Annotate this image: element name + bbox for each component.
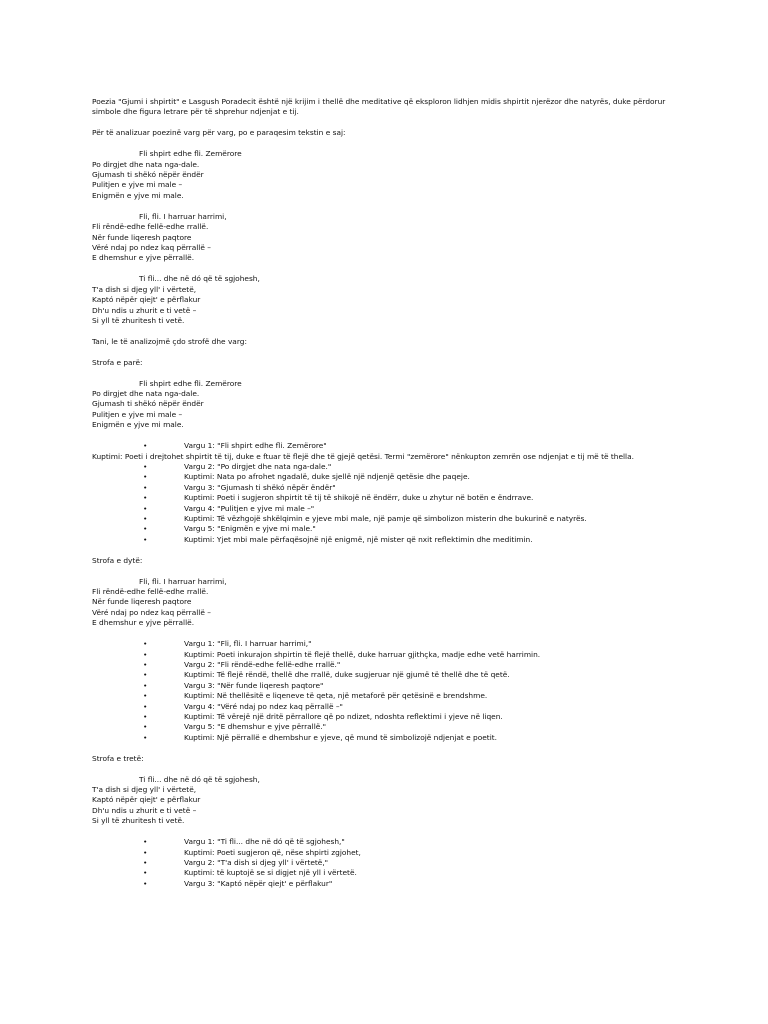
poem-line: Ti fli... dhe në dó që të sgjohesh, <box>139 774 260 784</box>
verse-analysis-text: Kuptimi: të kuptojë se si digjet një yll i vërtetë. <box>184 868 357 878</box>
poem-line: Kaptó nëpër qiejt' e përflakur <box>92 295 201 305</box>
section-title: Strofa e tretë: <box>92 753 144 763</box>
verse-analysis-text: Kuptimi: Nata po afrohet ngadalë, duke sjellë një ndjenjë qetësie dhe paqeje. <box>184 472 470 482</box>
poem-stanza <box>92 274 692 326</box>
verse-analysis-item <box>92 650 692 660</box>
poem-line: Gjumash ti shëkó nëpër ëndër <box>92 170 204 180</box>
poem-line: Fli, fli. I harruar harrimi, <box>139 576 227 586</box>
intro-paragraph: Poezia "Gjumi i shpirtit" e Lasgush Poradecit është një krijim i thellë dhe meditative që eksploron lidhjen midis shpirtit njerëzor dhe natyrës, duke përdorur simbole dhe figura letrare për të shprehur ndjenjat e tij. <box>92 97 666 117</box>
bullet-icon: • <box>143 868 148 878</box>
poem-line: Kaptó nëpër qiejt' e përflakur <box>92 795 201 805</box>
bullet-icon: • <box>143 461 148 471</box>
verse-analysis-item <box>92 712 692 722</box>
poem-full-text <box>92 149 692 326</box>
poem-line: Nër funde liqeresh paqtore <box>92 232 192 242</box>
transition-paragraph: Tani, le të analizojmë çdo strofë dhe varg: <box>92 336 247 346</box>
verse-analysis-item <box>92 472 692 482</box>
verse-analysis-item <box>92 660 692 670</box>
verse-analysis-item <box>92 670 692 680</box>
poem-line: T'a dish si djeg yll' i vërtetë, <box>92 785 197 795</box>
verse-analysis-text: Vargu 1: "Fli, fli. I harruar harrimi," <box>184 639 312 649</box>
verse-analysis-text: Kuptimi: Të vëzhgojë shkëlqimin e yjeve mbi male, një pamje që simbolizon misterin dhe bukurinë e natyrës. <box>184 514 587 523</box>
bullet-icon: • <box>143 639 148 649</box>
verse-analysis-text: Kuptimi: Të flejë rëndë, thellë dhe rrallë, duke sugjeruar një gjumë të thellë dhe të qetë. <box>184 670 510 680</box>
poem-line: Vëré ndaj po ndez kaq përrallë – <box>92 607 211 617</box>
bullet-icon: • <box>143 701 148 711</box>
bullet-icon: • <box>143 878 148 888</box>
section-title: Strofa e parë: <box>92 357 143 367</box>
poem-line: Ti fli... dhe në dó që të sgjohesh, <box>139 274 260 284</box>
verse-analysis-item <box>92 868 692 878</box>
poem-line: Dh'u ndis u zhurit e ti vetë – <box>92 305 197 315</box>
verse-analysis-text: Vargu 4: "Pulitjen e yjve mi male –" <box>184 503 315 513</box>
verse-analysis-item <box>92 452 692 462</box>
bullet-icon: • <box>143 712 148 721</box>
verse-analysis-item <box>92 691 692 701</box>
verse-analysis-item <box>92 733 692 743</box>
bullet-icon: • <box>143 493 148 503</box>
poem-line: T'a dish si djeg yll' i vërtetë, <box>92 284 197 294</box>
verse-analysis-item <box>92 639 692 649</box>
bullet-icon: • <box>143 514 148 523</box>
poem-line: Fli rëndë-edhe fellë-edhe rrallë. <box>92 222 209 232</box>
verse-analysis-text: Vargu 1: "Ti fli... dhe në dó që të sgjohesh," <box>184 837 345 847</box>
poem-stanza <box>92 212 692 264</box>
verse-analysis-text: Kuptimi: Të vërejë një dritë përrallore që po ndizet, ndoshta reflektimi i yjeve në liqen. <box>184 712 503 721</box>
verse-analysis-text: Vargu 5: "E dhemshur e yjve përrallë." <box>184 722 327 732</box>
verse-analysis-item <box>92 462 692 472</box>
stanza-analysis <box>92 358 692 889</box>
bullet-icon: • <box>143 534 148 544</box>
verse-analysis-text: Vargu 2: "Po dirgjet dhe nata nga-dale." <box>184 461 332 471</box>
poem-stanza <box>92 577 692 629</box>
verse-analysis-item <box>92 493 692 503</box>
poem-stanza <box>92 379 692 431</box>
poem-line: Fli shpirt edhe fli. Zemërore <box>139 378 242 388</box>
verse-analysis-item <box>92 524 692 534</box>
bullet-icon: • <box>143 472 148 482</box>
poem-stanza <box>92 775 692 827</box>
verse-analysis-text: Kuptimi: Poeti i drejtohet shpirtit të tij, duke e ftuar të flejë dhe të gjejë qetësi. Termi "zemërore" nënkupton zemrën ose ndjenjat e tij më të thella. <box>92 451 634 461</box>
bullet-icon: • <box>143 503 148 513</box>
poem-line: Nër funde liqeresh paqtore <box>92 597 192 607</box>
verse-analysis-text: Vargu 1: "Fli shpirt edhe fli. Zemërore" <box>184 441 327 451</box>
verse-analysis-item <box>92 681 692 691</box>
verse-analysis-text: Vargu 4: "Vëré ndaj po ndez kaq përrallë –" <box>184 701 343 711</box>
verse-analysis-item <box>92 514 692 524</box>
bullet-icon: • <box>143 847 148 857</box>
verse-analysis-text: Vargu 5: "Enigmën e yjve mi male." <box>184 524 316 534</box>
poem-line: E dhemshur e yjve përrallë. <box>92 618 195 628</box>
verse-analysis-text: Kuptimi: Në thellësitë e liqeneve të qeta, një metaforë për qetësinë e brendshme. <box>184 691 488 701</box>
poem-line: Fli rëndë-edhe fellë-edhe rrallë. <box>92 587 209 597</box>
verse-analysis-list <box>92 639 692 743</box>
verse-analysis-item <box>92 483 692 493</box>
verse-analysis-text: Vargu 3: "Kaptó nëpër qiejt' e përflakur" <box>184 878 333 888</box>
verse-analysis-text: Kuptimi: Poeti sugjeron që, nëse shpirti zgjohet, <box>184 847 361 857</box>
poem-line: Enigmën e yjve mi male. <box>92 420 184 430</box>
bullet-icon: • <box>143 837 148 847</box>
verse-analysis-item <box>92 837 692 847</box>
verse-analysis-item <box>92 504 692 514</box>
bullet-icon: • <box>143 732 148 742</box>
verse-analysis-text: Vargu 3: "Nër funde liqeresh paqtore" <box>184 680 324 690</box>
verse-analysis-item <box>92 441 692 451</box>
verse-analysis-list <box>92 441 692 545</box>
method-paragraph: Për të analizuar poezinë varg për varg, po e paraqesim tekstin e saj: <box>92 128 346 138</box>
poem-stanza <box>92 149 692 201</box>
poem-line: Vëré ndaj po ndez kaq përrallë – <box>92 242 211 252</box>
verse-analysis-item <box>92 722 692 732</box>
section-title: Strofa e dytë: <box>92 555 143 565</box>
bullet-icon: • <box>143 691 148 701</box>
document-body <box>92 97 692 900</box>
poem-line: Si yll të zhuritesh ti vetë. <box>92 816 185 826</box>
poem-line: Gjumash ti shëkó nëpër ëndër <box>92 399 204 409</box>
verse-analysis-text: Vargu 3: "Gjumash ti shëkó nëpër ëndër" <box>184 482 336 492</box>
verse-analysis-item <box>92 879 692 889</box>
verse-analysis-item <box>92 535 692 545</box>
verse-analysis-item <box>92 848 692 858</box>
verse-analysis-text: Vargu 2: "T'a dish si djeg yll' i vërtetë," <box>184 857 329 867</box>
verse-analysis-item <box>92 858 692 868</box>
verse-analysis-text: Kuptimi: Yjet mbi male përfaqësojnë një enigmë, një mister që nxit reflektimin dhe meditimin. <box>184 534 533 544</box>
poem-line: Fli shpirt edhe fli. Zemërore <box>139 149 242 159</box>
poem-line: Pulitjen e yjve mi male – <box>92 180 183 190</box>
poem-line: Dh'u ndis u zhurit e ti vetë – <box>92 805 197 815</box>
bullet-icon: • <box>143 482 148 492</box>
bullet-icon: • <box>143 524 148 534</box>
poem-line: Enigmën e yjve mi male. <box>92 190 184 200</box>
verse-analysis-text: Kuptimi: Poeti inkurajon shpirtin të flejë thellë, duke harruar gjithçka, madje edhe vetë harrimin. <box>184 649 541 659</box>
bullet-icon: • <box>143 670 148 680</box>
verse-analysis-text: Kuptimi: Poeti i sugjeron shpirtit të tij të shikojë në ëndërr, duke u zhytur në botën e ëndrrave. <box>184 493 534 503</box>
bullet-icon: • <box>143 722 148 732</box>
poem-line: Si yll të zhuritesh ti vetë. <box>92 315 185 325</box>
poem-line: Po dirgjet dhe nata nga-dale. <box>92 389 200 399</box>
verse-analysis-list <box>92 837 692 889</box>
verse-analysis-text: Kuptimi: Një përrallë e dhembshur e yjeve, që mund të simbolizojë ndjenjat e poetit. <box>184 732 498 742</box>
poem-line: Po dirgjet dhe nata nga-dale. <box>92 159 200 169</box>
verse-analysis-item <box>92 702 692 712</box>
bullet-icon: • <box>143 857 148 867</box>
poem-line: Pulitjen e yjve mi male – <box>92 409 183 419</box>
bullet-icon: • <box>143 680 148 690</box>
poem-line: E dhemshur e yjve përrallë. <box>92 253 195 263</box>
bullet-icon: • <box>143 441 148 451</box>
verse-analysis-text: Vargu 2: "Fli rëndë-edhe fellë-edhe rrallë." <box>184 659 341 669</box>
bullet-icon: • <box>143 659 148 669</box>
bullet-icon: • <box>143 649 148 659</box>
poem-line: Fli, fli. I harruar harrimi, <box>139 211 227 221</box>
